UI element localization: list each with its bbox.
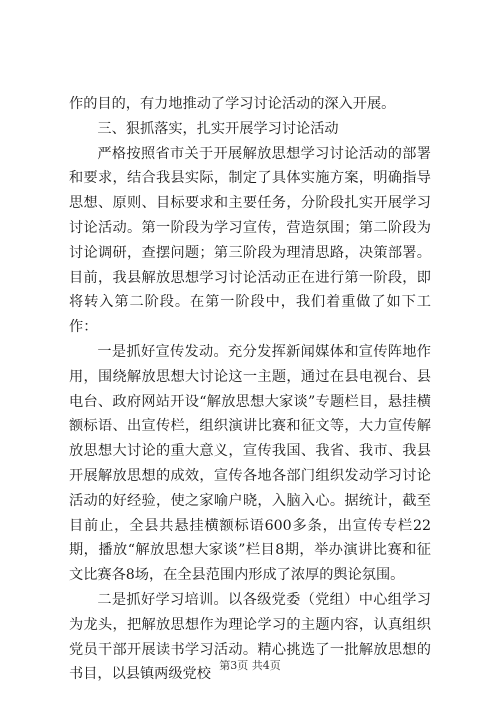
page-number-footer: 第3页 共4页 — [219, 659, 281, 672]
paragraph-4: 二是抓好学习培训。以各级党委（党组）中心组学习为龙头，把解放思想作为理论学习的主题内容，认真组织党员干部开展读书学习活动。精心挑选了一批解放思想的书目，以县镇两级党校 — [69, 591, 431, 683]
paragraph-3: 一是抓好宣传发动。充分发挥新闻媒体和宣传阵地作用，围绕解放思想大讨论这一主题，通过在县电视台、县电台、政府网站开设“解放思想大家谈”专题栏目，悬挂横额标语、出宣传栏，组织演讲比赛和征文等，大力宣传解放思想大讨论的重大意义，宣传我国、我省、我市、我县开展解放思想的成效，宣传各地各部门组织发动学习讨论活动的好经验，使之家喻户晓，入脑入心。据统计，截至目前止，全县共悬挂横额标语600多条，出宣传专栏22期，播放“解放思想大家谈”栏目8期，举办演讲比赛和征文比赛各8场，在全县范围内形成了浓厚的舆论氛围。 — [69, 343, 431, 584]
paragraph-1: 作的目的，有力地推动了学习讨论活动的深入开展。 — [69, 96, 396, 112]
section-heading: 三、狠抓落实，扎实开展学习讨论活动 — [97, 120, 339, 137]
paragraph-2: 严格按照省市关于开展解放思想学习讨论活动的部署和要求，结合我县实际，制定了具体实施方案，明确指导思想、原则、目标要求和主要任务，分阶段扎实开展学习讨论活动。第一阶段为学习宣传，营造氛围；第二阶段为讨论调研，查摆问题；第三阶段为理清思路，决策部署。目前，我县解放思想学习讨论活动正在进行第一阶段，即将转入第二阶段。在第一阶段中，我们着重做了如下工作： — [69, 145, 431, 336]
document-body — [69, 92, 431, 687]
